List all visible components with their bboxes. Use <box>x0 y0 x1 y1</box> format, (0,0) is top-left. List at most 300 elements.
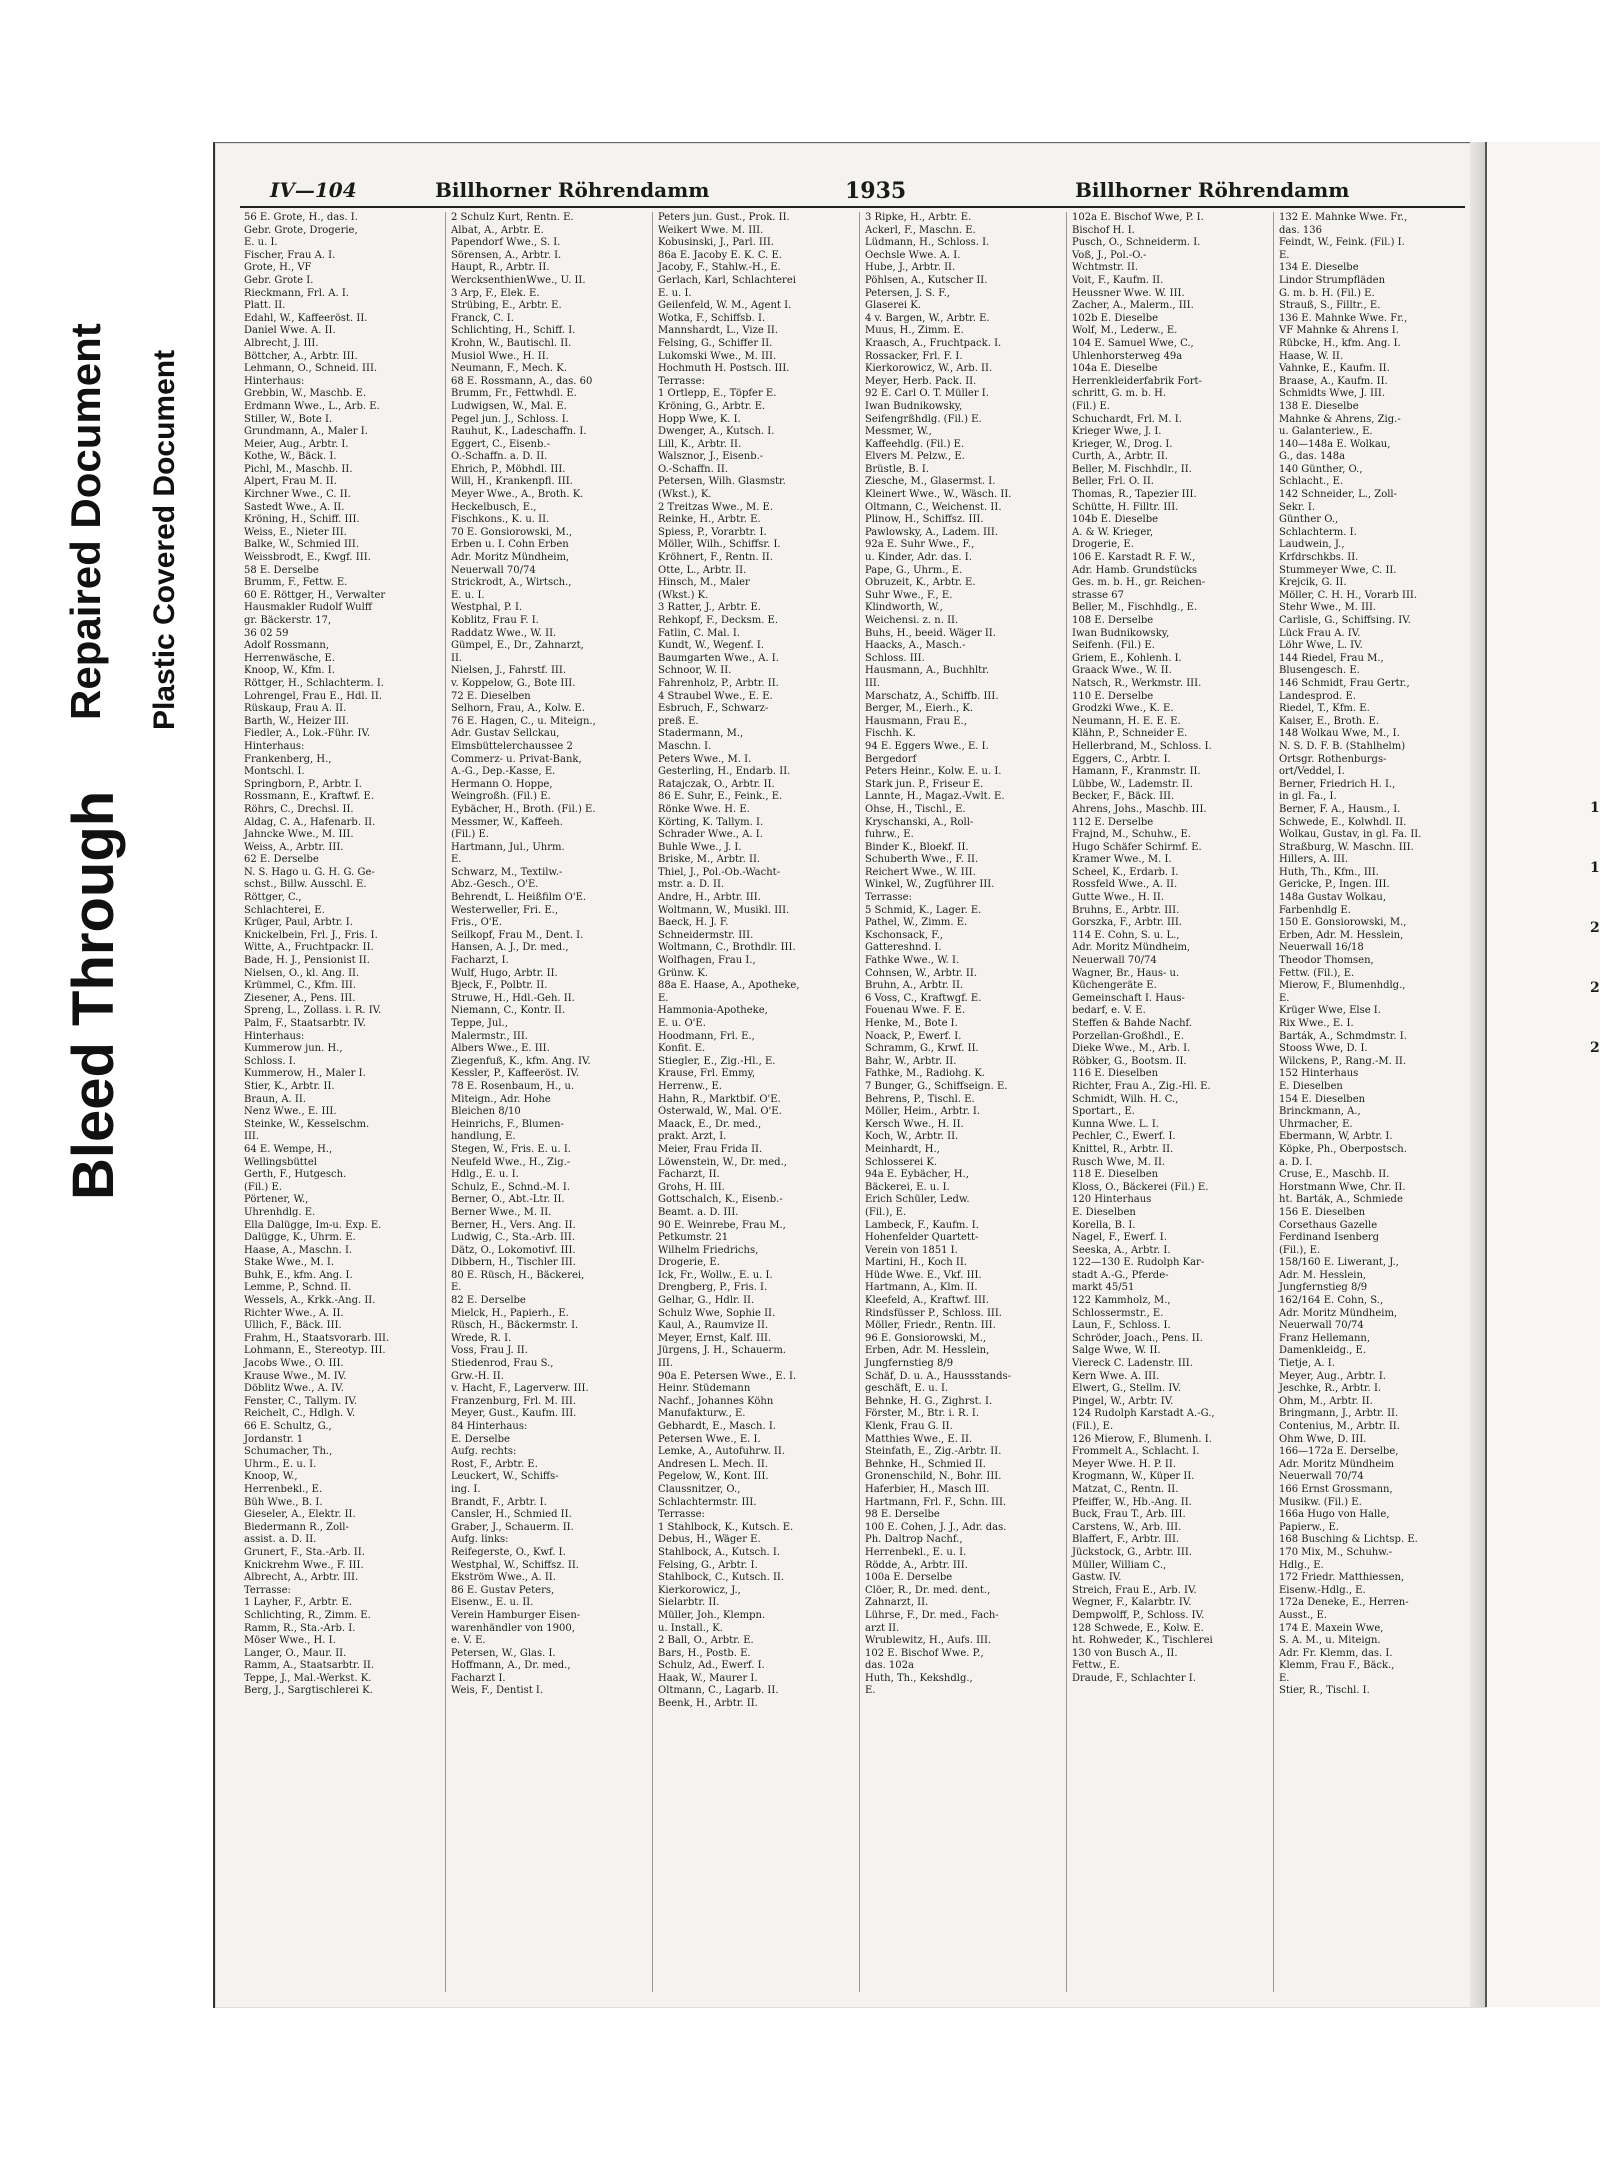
directory-entry-line: Graack Wwe., W. II. <box>1072 665 1172 677</box>
directory-entry-line: Hinterhaus: <box>244 740 305 752</box>
directory-entry-line: Neumann, H. E. E. E. <box>1072 715 1181 727</box>
directory-entry-line: Schlachterei, E. <box>244 904 325 916</box>
directory-entry-line: 4 Straubel Wwe., E. E. <box>658 690 773 702</box>
directory-entry-line: Krause, Frl. Emmy, <box>658 1068 756 1080</box>
directory-column-2 <box>447 212 653 1992</box>
directory-entry-line: Dibbern, H., Tischler III. <box>451 1257 576 1269</box>
directory-column-4 <box>861 212 1067 1992</box>
directory-entry-line: 36 02 59 <box>244 627 289 639</box>
directory-entry-line: 82 E. Derselbe <box>451 1295 526 1307</box>
directory-entry-line: ht. Rohweder, K., Tischlerei <box>1072 1635 1213 1647</box>
directory-entry-line: Krfdrschkbs. II. <box>1279 552 1359 564</box>
directory-entry-line: Erben u. I. Cohn Erben <box>451 539 569 551</box>
directory-entry-line: Malermstr., III. <box>451 1030 528 1042</box>
directory-entry-line: Hdlg., E. <box>1279 1559 1324 1571</box>
directory-entry-line: Hinterhaus: <box>244 375 305 387</box>
directory-entry-line: Facharzt, I. <box>451 955 509 967</box>
directory-entry-line: Winkel, W., Zugführer III. <box>865 879 995 891</box>
directory-entry-line: Petersen Wwe., E. I. <box>658 1433 761 1445</box>
directory-entry-line: Krause Wwe., M. IV. <box>244 1370 347 1382</box>
directory-entry-line: Peters Wwe., M. I. <box>658 753 752 765</box>
directory-entry-line: Meyer, Ernst, Kalf. III. <box>658 1332 772 1344</box>
directory-entry-line: Sastedt Wwe., A. II. <box>244 501 345 513</box>
directory-entry-line: Haase, A., Maschn. I. <box>244 1244 353 1256</box>
directory-entry-line: Krogmann, W., Küper II. <box>1072 1471 1195 1483</box>
directory-entry-line: Krieger Wwe, J. I. <box>1072 426 1162 438</box>
directory-entry-line: Kundt, W., Wegenf. I. <box>658 640 764 652</box>
directory-entry-line: E. Dieselben <box>1072 1206 1136 1218</box>
directory-entry-line: Musikw. (Fil.) E. <box>1279 1496 1362 1508</box>
directory-entry-line: Behnke, H., Schmied II. <box>865 1458 986 1470</box>
directory-column-5 <box>1068 212 1274 1992</box>
directory-entry-line: Contenius, M., Arbtr. II. <box>1279 1421 1400 1432</box>
directory-entry-line: 146 Schmidt, Frau Gertr., <box>1279 677 1410 689</box>
directory-entry-line: Terrasse: <box>658 1509 705 1521</box>
directory-entry-line: Plinow, H., Schiffsz. III. <box>865 514 984 526</box>
directory-entry-line: Pathel, W., Zimm. E. <box>865 917 968 929</box>
directory-entry-line: Kröning, G., Arbtr. E. <box>658 400 766 412</box>
directory-entry-line: Seilkopf, Frau M., Dent. I. <box>451 929 584 941</box>
directory-entry-line: Ziesche, M., Glasermst. I. <box>865 476 996 488</box>
directory-entry-line: e. V. E. <box>451 1635 486 1647</box>
directory-entry-line: Ackerl, F., Maschn. E. <box>865 224 976 236</box>
directory-entry-line: Haupt, R., Arbtr. II. <box>451 262 550 274</box>
directory-entry-line: Schmidts Wwe, J. III. <box>1279 388 1386 400</box>
directory-entry-line: Schlichting, H., Schiff. I. <box>451 325 576 337</box>
directory-entry-line: Rieckmann, Frl. A. I. <box>244 287 349 299</box>
directory-entry-line: Lill, K., Arbtr. II. <box>658 438 742 450</box>
directory-entry-line: Terrasse: <box>865 892 912 904</box>
directory-entry-line: E. <box>451 1282 462 1294</box>
directory-entry-line: Salge Wwe, W. II. <box>1072 1345 1161 1357</box>
directory-entry-line: Schrader Wwe., A. I. <box>658 829 763 841</box>
directory-entry-line: 86 E. Gustav Peters, <box>451 1584 555 1596</box>
directory-entry-line: Stark jun. P., Friseur E. <box>865 778 984 790</box>
directory-entry-line: Haase, W. II. <box>1279 350 1344 362</box>
directory-entry-line: Teppe, Jul., <box>451 1018 508 1029</box>
directory-entry-line: E. u. O'E. <box>658 1018 706 1029</box>
directory-entry-line: Fris., O'E. <box>451 917 503 929</box>
directory-entry-line: Ratajczak, O., Arbtr. II. <box>658 778 775 790</box>
directory-entry-line: 110 E. Derselbe <box>1072 690 1154 702</box>
directory-entry-line: Frajnd, M., Schuhw., E. <box>1072 829 1191 841</box>
directory-entry-line: Grw.-H. II. <box>451 1370 504 1382</box>
directory-entry-line: strasse 67 <box>1072 589 1124 601</box>
directory-entry-line: E. u. I. <box>244 237 278 249</box>
directory-entry-line: Papierw., E. <box>1279 1521 1339 1533</box>
directory-entry-line: Fathke Wwe., W. I. <box>865 955 960 967</box>
directory-entry-line: Schlossermstr., E. <box>1072 1307 1164 1319</box>
directory-entry-line: Adr. Fr. Klemm, das. I. <box>1279 1647 1393 1659</box>
directory-entry-line: Adolf Rossmann, <box>244 640 330 652</box>
directory-entry-line: 168 Busching & Lichtsp. E. <box>1279 1534 1418 1546</box>
directory-entry-line: Otte, L., Arbtr. II. <box>658 564 747 576</box>
directory-entry-line: Krieger, W., Drog. I. <box>1072 438 1173 450</box>
directory-entry-line: Kummerow, H., Maler I. <box>244 1068 366 1080</box>
directory-entry-line: Beller, M., Fischhdlg., E. <box>1072 602 1198 614</box>
directory-entry-line: Herrenw., E. <box>658 1080 722 1092</box>
directory-entry-line: 104b E. Dieselbe <box>1072 514 1159 526</box>
directory-entry-line: Neuerwall 70/74 <box>451 564 536 576</box>
directory-entry-line: Stummeyer Wwe, C. II. <box>1279 564 1397 576</box>
directory-entry-line: Ahrens, Johs., Maschb. III. <box>1072 803 1207 815</box>
directory-entry-line: Küchengeräte E. <box>1072 980 1157 992</box>
directory-entry-line: Obruzeit, K., Arbtr. E. <box>865 577 976 589</box>
directory-entry-line: Elmsbüttelerchaussee 2 <box>451 740 573 752</box>
directory-entry-line: 72 E. Dieselben <box>451 690 531 702</box>
directory-entry-line: Rossacker, Frl. F. I. <box>865 350 963 362</box>
directory-entry-line: 92 E. Carl O. T. Müller I. <box>865 388 989 400</box>
directory-entry-line: Huth, Th., Kekshdlg., <box>865 1672 973 1684</box>
directory-entry-line: 80 E. Rüsch, H., Bäckerei, <box>451 1269 585 1281</box>
directory-entry-line: u. Install., K. <box>658 1622 723 1634</box>
directory-entry-line: Klähn, P., Schneider E. <box>1072 728 1188 740</box>
directory-entry-line: Lehmann, O., Schneid. III. <box>244 363 378 375</box>
directory-entry-line: Eisenw.-Hdlg., E. <box>1279 1584 1366 1596</box>
directory-entry-line: Meyer Wwe., A., Broth. K. <box>451 489 584 501</box>
directory-entry-line: Frommelt A., Schlacht. I. <box>1072 1446 1200 1458</box>
directory-entry-line: E. Derselbe <box>451 1433 510 1445</box>
directory-entry-line: Ortsgr. Rothenburgs- <box>1279 753 1387 765</box>
directory-entry-line: Grunert, F., Sta.-Arb. II. <box>244 1546 365 1558</box>
directory-entry-line: Fahrenholz, P., Arbtr. II. <box>658 677 779 689</box>
directory-entry-line: Schumacher, Th., <box>244 1446 333 1458</box>
next-page-number: 1 <box>1590 800 1600 816</box>
directory-entry-line: Oltmann, C., Lagarb. II. <box>658 1685 779 1697</box>
directory-entry-line: Eggers, C., Arbtr. I. <box>1072 753 1171 765</box>
directory-entry-line: A. & W. Krieger, <box>1072 526 1154 538</box>
directory-entry-line: 86 E. Suhr, E., Feink., E. <box>658 791 783 803</box>
directory-entry-line: Hahn, R., Marktbif. O'E. <box>658 1093 781 1105</box>
directory-entry-line: Peters Heinr., Kolw. E. u. I. <box>865 766 1002 778</box>
directory-entry-line: Carlisle, G., Schiffsing. IV. <box>1279 615 1411 626</box>
directory-entry-line: Möller, Heim., Arbtr. I. <box>865 1106 981 1118</box>
directory-entry-line: Schulz, Ad., Ewerf. I. <box>658 1660 765 1672</box>
directory-entry-line: Grodzki Wwe., K. E. <box>1072 703 1174 715</box>
directory-entry-line: Lemke, A., Autofuhrw. II. <box>658 1446 786 1458</box>
directory-entry-line: Suhr Wwe., F., E. <box>865 589 953 601</box>
directory-entry-line: Rönke Wwe. H. E. <box>658 803 750 815</box>
directory-entry-line: 96 E. Gonsiorowski, M., <box>865 1332 987 1344</box>
directory-entry-line: Stiegler, E., Zig.-Hl., E. <box>658 1055 776 1067</box>
directory-entry-line: Buhs, H., beeid. Wäger II. <box>865 627 996 639</box>
directory-entry-line: Heinrichs, F., Blumen- <box>451 1118 564 1130</box>
directory-entry-line: Hartmann, Frl. F., Schn. III. <box>865 1496 1007 1508</box>
directory-entry-line: Felsing, G., Arbtr. I. <box>658 1559 758 1571</box>
directory-entry-line: 94 E. Eggers Wwe., E. I. <box>865 740 989 752</box>
directory-entry-line: Braun, A. II. <box>244 1093 306 1105</box>
directory-entry-line: Adr. Moritz Mündheim, <box>1279 1307 1398 1319</box>
directory-entry-line: Kirchner Wwe., C. II. <box>244 489 351 501</box>
directory-entry-line: Nenz Wwe., E. III. <box>244 1106 337 1118</box>
directory-entry-line: Ramm, A., Staatsarbtr. II. <box>244 1660 375 1672</box>
directory-entry-line: Maschn. I. <box>658 740 712 752</box>
directory-entry-line: Gericke, P., Ingen. III. <box>1279 879 1390 891</box>
directory-column-6 <box>1275 212 1468 1992</box>
directory-entry-line: 58 E. Derselbe <box>244 564 319 576</box>
directory-entry-line: Bleichen 8/10 <box>451 1106 521 1118</box>
directory-entry-line: Günther O., <box>1279 514 1339 526</box>
directory-entry-line: Balke, W., Schmied III. <box>244 539 360 551</box>
directory-entry-line: Springborn, P., Arbtr. I. <box>244 778 362 790</box>
directory-entry-line: Marschatz, A., Schiffb. III. <box>865 690 999 702</box>
directory-entry-line: Pegel jun. J., Schloss. I. <box>451 413 569 425</box>
directory-entry-line: Pfeiffer, W., Hb.-Ang. II. <box>1072 1496 1192 1508</box>
directory-entry-line: E. Dieselben <box>1279 1080 1343 1092</box>
directory-entry-line: E. u. I. <box>658 287 692 299</box>
directory-entry-line: Krümmel, C., Kfm. III. <box>244 980 357 992</box>
directory-entry-line: 76 E. Hagen, C., u. Miteign., <box>451 715 596 727</box>
directory-entry-line: Niemann, C., Kontr. II. <box>451 1005 566 1017</box>
next-page-numbers <box>1590 800 1600 1100</box>
directory-entry-line: Knittel, R., Arbtr. II. <box>1072 1143 1174 1155</box>
directory-entry-line: Nachf., Johannes Köhn <box>658 1395 774 1407</box>
directory-entry-line: Stiedenrod, Frau S., <box>451 1358 554 1370</box>
directory-entry-line: 124 Rudolph Karstadt A.-G., <box>1072 1408 1215 1420</box>
directory-entry-line: 128 Schwede, E., Kolw. E. <box>1072 1622 1204 1634</box>
directory-entry-line: Weichensi. z. n. II. <box>865 615 959 626</box>
directory-entry-line: Voit, F., Kaufm. II. <box>1072 274 1164 286</box>
directory-entry-line: Bars, H., Postb. E. <box>658 1647 751 1659</box>
directory-entry-line: Gronenschild, N., Bohr. III. <box>865 1471 1002 1483</box>
directory-entry-line: Kleinert Wwe., W., Wäsch. II. <box>865 489 1012 501</box>
directory-entry-line: preß. E. <box>658 715 699 727</box>
directory-entry-line: Strickrodt, A., Wirtsch., <box>451 577 572 589</box>
directory-entry-line: Kleefeld, A., Kraftwf. III. <box>865 1295 990 1307</box>
directory-entry-line: Berner Wwe., M. II. <box>451 1206 552 1218</box>
directory-entry-line: Bäckerei, E. u. I. <box>865 1181 950 1193</box>
directory-entry-line: (Fil.) E. <box>244 1181 282 1193</box>
directory-entry-line: Klindworth, W., <box>865 602 943 614</box>
directory-entry-line: Mielck, H., Papierh., E. <box>451 1307 569 1319</box>
directory-entry-line: 86a E. Jacoby E. K. C. E. <box>658 249 782 261</box>
directory-entry-line: Koblitz, Frau F. I. <box>451 615 539 626</box>
directory-entry-line: Biedermann R., Zoll- <box>244 1521 349 1533</box>
directory-entry-line: Westphal, P. I. <box>451 602 523 614</box>
page-number: IV—104 <box>270 178 357 202</box>
directory-entry-line: Selhorn, Frau, A., Kolw. E. <box>451 703 585 715</box>
directory-entry-line: Natsch, R., Werkmstr. III. <box>1072 677 1202 689</box>
directory-entry-line: 148 Wolkau Wwe, M., I. <box>1279 728 1400 740</box>
directory-entry-line: Neumann, F., Mech. K. <box>451 363 567 375</box>
directory-entry-line: Verein Hamburger Eisen- <box>451 1609 581 1621</box>
directory-entry-line: Landesprod. E. <box>1279 690 1356 702</box>
directory-entry-line: Schramm, G., Krwf. II. <box>865 1043 979 1055</box>
directory-entry-line: Gerth, F., Hutgesch. <box>244 1169 347 1181</box>
directory-entry-line: Bergedorf <box>865 753 917 765</box>
directory-entry-line: Ludwig, C., Sta.-Arb. III. <box>451 1232 576 1244</box>
directory-entry-line: Schulz, E., Schnd.-M. I. <box>451 1181 571 1193</box>
directory-entry-line: Reichelt, C., Hdlgh. V. <box>244 1408 356 1420</box>
directory-entry-line: Grünw. K. <box>658 967 709 979</box>
directory-entry-line: Blaffert, F., Arbtr. III. <box>1072 1534 1180 1546</box>
directory-entry-line: 56 E. Grote, H., das. I. <box>244 212 358 223</box>
directory-entry-line: Cansler, H., Schmied II. <box>451 1509 572 1521</box>
directory-entry-line: Eisenw., E. u. II. <box>451 1597 534 1609</box>
directory-entry-line: Kaiser, E., Broth. E. <box>1279 715 1379 727</box>
directory-entry-line: Rusch Wwe, M. II. <box>1072 1156 1166 1168</box>
directory-entry-line: Petersen, Wilh. Glasmstr. <box>658 476 786 488</box>
directory-entry-line: Schneidermstr. III. <box>658 929 754 941</box>
directory-entry-line: Pusch, O., Schneiderm. I. <box>1072 237 1201 249</box>
directory-entry-line: Vahnke, E., Kaufm. II. <box>1279 363 1390 375</box>
directory-entry-line: arzt II. <box>865 1622 900 1634</box>
directory-entry-line: (Fil.) E. <box>451 829 489 841</box>
directory-entry-line: Voß, J., Pol.-O.- <box>1072 249 1147 261</box>
directory-entry-line: Kern Wwe. A. III. <box>1072 1370 1160 1382</box>
directory-entry-line: Corsethaus Gazelle <box>1279 1219 1378 1231</box>
directory-entry-line: Ohm Wwe, D. III. <box>1279 1433 1367 1445</box>
directory-entry-line: E. <box>658 992 669 1004</box>
directory-entry-line: Hoffmann, A., Dr. med., <box>451 1660 571 1672</box>
directory-entry-line: Stier, R., Tischl. I. <box>1279 1685 1370 1697</box>
directory-entry-line: Barth, W., Heizer III. <box>244 715 349 727</box>
directory-entry-line: (Wkst.) K. <box>658 589 709 601</box>
directory-entry-line: 92a E. Suhr Wwe., F., <box>865 539 975 551</box>
directory-entry-line: Knoop, W., Kfm. I. <box>244 665 335 677</box>
directory-entry-line: Lambeck, F., Kaufm. I. <box>865 1219 979 1231</box>
directory-entry-line: Adr. Moritz Mündheim, <box>451 552 570 564</box>
directory-entry-line: 2 Ball, O., Arbtr. E. <box>658 1635 754 1647</box>
directory-entry-line: Brumm, Fr., Fettwhdl. E. <box>451 388 577 400</box>
directory-entry-line: Elvers M. Pelzw., E. <box>865 451 965 463</box>
directory-entry-line: Bischof H. I. <box>1072 224 1135 236</box>
directory-entry-line: Berner, Friedrich H. I., <box>1279 778 1396 790</box>
directory-entry-line: Streich, Frau E., Arb. IV. <box>1072 1584 1197 1596</box>
directory-entry-line: Leuckert, W., Schiffs- <box>451 1471 559 1483</box>
directory-entry-line: Bade, H. J., Pensionist II. <box>244 955 370 967</box>
directory-entry-line: E. <box>865 1685 876 1697</box>
directory-entry-line: Jacoby, F., Stahlw.-H., E. <box>658 262 781 274</box>
directory-entry-line: Reifegerste, O., Kwf. I. <box>451 1546 566 1558</box>
directory-entry-line: G. m. b. H. (Fil.) E. <box>1279 287 1375 299</box>
directory-entry-line: Weis, F., Dentist I. <box>451 1685 544 1697</box>
directory-entry-line: 94a E. Eybächer, H., <box>865 1169 969 1181</box>
directory-entry-line: Berger, M., Eierh., K. <box>865 703 974 715</box>
directory-entry-line: Kessler, P., Kaffeeröst. IV. <box>451 1068 580 1080</box>
directory-entry-line: schst., Billw. Ausschl. E. <box>244 879 367 891</box>
directory-entry-line: Döblitz Wwe., A. IV. <box>244 1383 344 1395</box>
directory-entry-line: Röbker, G., Bootsm. II. <box>1072 1055 1187 1067</box>
directory-entry-line: Schnoor, W. II. <box>658 665 732 677</box>
directory-entry-line: Lindor Strumpfläden <box>1279 274 1386 286</box>
directory-entry-line: Ella Dalügge, Im-u. Exp. E. <box>244 1219 382 1231</box>
directory-entry-line: Brumm, F., Fettw. E. <box>244 577 348 589</box>
directory-entry-line: II. <box>451 652 463 664</box>
directory-entry-line: Scheel, K., Erdarb. I. <box>1072 866 1179 878</box>
directory-entry-line: Krüger Wwe, Else I. <box>1279 1005 1381 1017</box>
directory-entry-line: Montschl. I. <box>244 766 305 778</box>
directory-entry-line: Heussner Wwe. W. III. <box>1072 287 1185 299</box>
directory-entry-line: 98 E. Derselbe <box>865 1509 940 1521</box>
directory-entry-line: 108 E. Derselbe <box>1072 615 1154 626</box>
directory-entry-line: Schlosserei K. <box>865 1156 938 1168</box>
directory-entry-line: Witte, A., Fruchtpackr. II. <box>244 942 374 954</box>
directory-entry-line: schritt, G. m. b. H. <box>1072 388 1167 400</box>
directory-entry-line: Schwede, E., Kolwhdl. II. <box>1279 816 1407 828</box>
directory-entry-line: Kierkorowicz, W., Arb. II. <box>865 363 993 375</box>
directory-entry-line: 172a Deneke, E., Herren- <box>1279 1597 1409 1609</box>
directory-entry-line: Möller, Wilh., Schiffsr. I. <box>658 539 781 551</box>
directory-entry-line: Jordanstr. 1 <box>244 1433 304 1445</box>
directory-entry-line: Schuberth Wwe., F. II. <box>865 854 979 866</box>
directory-entry-line: Stake Wwe., M. I. <box>244 1257 335 1269</box>
directory-entry-line: Kloss, O., Bäckerei (Fil.) E. <box>1072 1181 1209 1193</box>
directory-entry-line: G., das. 148a <box>1279 451 1346 463</box>
directory-entry-line: Langer, O., Maur. II. <box>244 1647 347 1659</box>
directory-entry-line: 78 E. Rosenbaum, H., u. <box>451 1080 575 1092</box>
directory-entry-line: S. A. M., u. Miteign. <box>1279 1635 1381 1647</box>
directory-entry-line: Adr. Hamb. Grundstücks <box>1072 564 1198 576</box>
directory-entry-line: Nielsen, O., kl. Ang. II. <box>244 967 360 979</box>
directory-entry-line: Esbruch, F., Schwarz- <box>658 703 769 715</box>
directory-entry-line: Woltmann, C., Brothdlr. III. <box>658 942 796 954</box>
directory-entry-line: Lemme, P., Schnd. II. <box>244 1282 352 1294</box>
directory-entry-line: (Wkst.), K. <box>658 489 712 501</box>
directory-entry-line: Andre, H., Arbtr. III. <box>658 892 761 904</box>
directory-entry-line: Lüdmann, H., Schloss. I. <box>865 237 990 249</box>
directory-entry-line: Grohs, H. III. <box>658 1181 725 1193</box>
directory-entry-line: 68 E. Rossmann, A., das. 60 <box>451 375 593 387</box>
directory-entry-line: Uhrenhdlg. E. <box>244 1206 316 1218</box>
directory-entry-line: bedarf, e. V. E. <box>1072 1005 1146 1017</box>
directory-entry-line: Hinterhaus: <box>244 1030 305 1042</box>
directory-entry-line: Facharzt, II. <box>658 1169 720 1181</box>
directory-entry-line: Barták, A., Schmdmstr. I. <box>1279 1030 1407 1042</box>
directory-entry-line: 156 E. Dieselben <box>1279 1206 1366 1218</box>
directory-entry-line: Ohse, H., Tischl., E. <box>865 803 966 815</box>
directory-entry-line: 154 E. Dieselben <box>1279 1093 1366 1105</box>
directory-entry-line: Osterwald, W., Mal. O'E. <box>658 1106 782 1118</box>
directory-entry-line: Feindt, W., Feink. (Fil.) I. <box>1279 237 1405 249</box>
directory-entry-line: Knoop, W., <box>244 1471 298 1483</box>
directory-entry-line: Stahlbock, A., Kutsch. I. <box>658 1546 781 1558</box>
directory-entry-line: Zahnarzt, II. <box>865 1597 929 1609</box>
directory-entry-line: Möser Wwe., H. I. <box>244 1635 336 1647</box>
directory-entry-line: Weissbrodt, E., Kwgf. III. <box>244 552 371 564</box>
directory-entry-line: Knickrehm Wwe., F. III. <box>244 1559 364 1571</box>
directory-entry-line: Klemm, Frau F., Bäck., <box>1279 1660 1395 1672</box>
directory-entry-line: Drogerie, E. <box>1072 539 1134 551</box>
scan-target-strip <box>0 0 230 2177</box>
directory-entry-line: Rost, F., Arbtr. E. <box>451 1458 538 1470</box>
directory-entry-line: Pechler, C., Ewerf. I. <box>1072 1131 1176 1143</box>
directory-entry-line: E. u. I. <box>451 589 485 601</box>
directory-entry-line: 102a E. Bischof Wwe, P. I. <box>1072 212 1204 223</box>
directory-entry-line: Adr. M. Hesslein, <box>1279 1269 1367 1281</box>
directory-entry-line: Daniel Wwe. A. II. <box>244 325 336 337</box>
directory-entry-line: Carstens, W., Arb. III. <box>1072 1521 1182 1533</box>
directory-entry-line: Rübcke, H., kfm. Ang. I. <box>1279 337 1401 349</box>
directory-entry-line: (Fil.) E. <box>1072 400 1110 412</box>
directory-entry-line: Schlachtermstr. III. <box>658 1496 757 1508</box>
directory-entry-line: Baeck, H. J. F. <box>658 917 729 929</box>
directory-entry-line: 2 Treitzas Wwe., M. E. <box>658 501 774 513</box>
directory-entry-line: 1 Stahlbock, K., Kutsch. E. <box>658 1521 794 1533</box>
directory-entry-line: E. <box>451 854 462 866</box>
directory-entry-line: Sekr. I. <box>1279 501 1315 513</box>
directory-entry-line: Farbenhdlg E. <box>1279 904 1351 916</box>
directory-entry-line: 100a E. Derselbe <box>865 1572 953 1584</box>
directory-entry-line: Lübbe, W., Lademstr. II. <box>1072 778 1193 790</box>
directory-entry-line: Rödde, A., Arbtr. III. <box>865 1559 968 1571</box>
directory-entry-line: Blusengesch. E. <box>1279 665 1360 677</box>
directory-entry-line: 88a E. Haase, A., Apotheke, <box>658 980 800 992</box>
directory-entry-line: Frahm, H., Staatsvorarb. III. <box>244 1332 390 1344</box>
directory-entry-line: Manufakturw., E. <box>658 1408 746 1420</box>
directory-entry-line: Ick, Fr., Wollw., E. u. I. <box>658 1269 773 1281</box>
directory-entry-line: 104a E. Dieselbe <box>1072 363 1158 375</box>
